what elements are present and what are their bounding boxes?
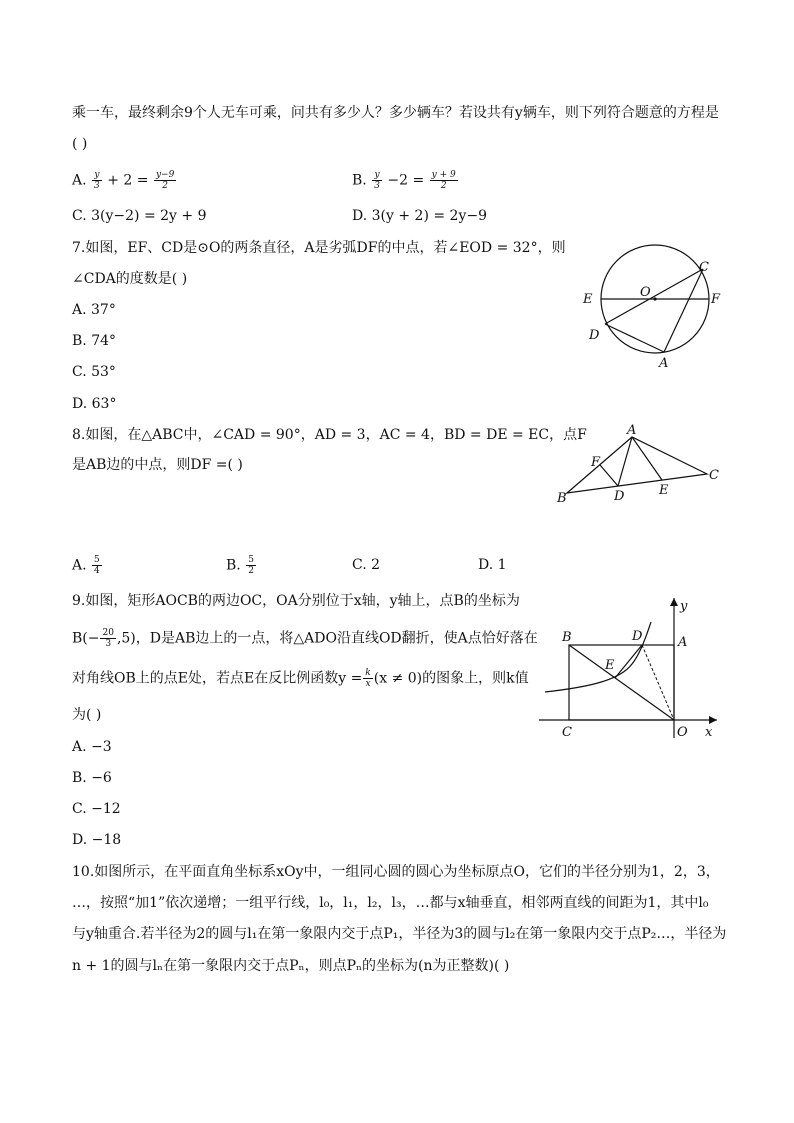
fig9-label-y: y (680, 599, 688, 614)
q9-coordinate-figure (535, 592, 725, 742)
q10-stem-line2: …，按照“加1”依次递增；一组平行线，l₀，l₁，l₂，l₃，…都与x轴垂直，相邻两直线的间距为1，其中l₀ (72, 895, 709, 911)
q7-option-d[interactable]: D. 63° (72, 396, 117, 412)
q8-stem-line1: 8.如图，在△ABC中，∠CAD = 90°，AD = 3，AC = 4，BD = DE = EC，点F (72, 427, 587, 443)
q9-stem-line1: 9.如图，矩形AOCB的两边OC，OA分别位于x轴，y轴上，点B的坐标为 (72, 593, 520, 609)
fig7-label-d: D (589, 328, 600, 343)
segment-ed (615, 645, 642, 678)
q6-stem-line1: 乘一车，最终剩余9个人无车可乘，问共有多少人？多少辆车？若设共有y辆车，则下列符合题意的方程是 (72, 105, 719, 121)
q7-option-c[interactable]: C. 53° (72, 364, 116, 380)
q8-option-c[interactable]: C. 2 (352, 557, 381, 573)
fig9-label-c: C (562, 725, 572, 740)
chord-ac (664, 269, 703, 352)
fig8-label-e: E (659, 483, 669, 498)
q9-stem-line3: 对角线OB上的点E处，若点E在反比例函数y = $\frac{k}{x}$ (x ≠ 0)的图象上，则k值 (72, 668, 529, 689)
q7-stem-line1: 7.如图，EF、CD是⊙O的两条直径，A是劣弧DF的中点，若∠EOD = 32°，则 (72, 240, 566, 256)
q9-stem-line2: B(− $\frac{20}{3}$ ,5)，D是AB边上的一点，将△ADO沿直线OD翻折，使A点恰好落在 (72, 628, 538, 649)
fig9-label-x: x (705, 725, 713, 740)
fig8-label-c: C (709, 468, 719, 483)
q8-triangle-figure (550, 420, 730, 510)
q9-option-b[interactable]: B. −6 (72, 770, 112, 786)
fig7-label-f: F (711, 292, 721, 307)
diameter-cd (605, 269, 703, 324)
triangle-abc (567, 437, 707, 493)
q7-option-a[interactable]: A. 37° (72, 302, 116, 318)
q7-option-b[interactable]: B. 74° (72, 333, 117, 349)
fig9-label-d: D (632, 629, 643, 644)
q6-stem-line2: ( ) (72, 136, 88, 152)
fig7-label-e: E (583, 292, 593, 307)
fig8-label-d: D (614, 489, 625, 504)
y-axis-arrow (670, 598, 678, 606)
fig7-label-o: O (640, 285, 651, 300)
q6-option-b[interactable]: B. $\frac{y}{3}$ −2 = $\frac{y + 9}{2}$ (352, 170, 456, 191)
fig7-label-a: A (659, 356, 669, 371)
fig8-label-f: F (591, 455, 601, 470)
center-point (653, 297, 656, 300)
fig9-label-a: A (678, 635, 688, 650)
fig8-label-a: A (627, 423, 637, 438)
fig7-label-c: C (699, 260, 709, 275)
segment-ae (632, 437, 662, 480)
q9-stem-line4: 为( ) (72, 707, 102, 723)
q8-option-a[interactable]: A. $\frac{5}{4}$ (72, 555, 100, 576)
q9-option-c[interactable]: C. −12 (72, 801, 121, 817)
q8-option-b[interactable]: B. $\frac{5}{2}$ (226, 555, 254, 576)
fig9-label-e: E (605, 658, 615, 673)
x-axis-arrow (709, 716, 717, 724)
chord-da (605, 324, 664, 352)
fig8-label-b: B (557, 491, 567, 506)
q8-option-d[interactable]: D. 1 (478, 557, 507, 573)
q6-option-c[interactable]: C. 3(y−2) = 2y + 9 (72, 208, 207, 224)
q9-option-a[interactable]: A. −3 (72, 739, 112, 755)
fig9-label-o: O (677, 725, 688, 740)
q7-stem-line2: ∠CDA的度数是( ) (72, 271, 188, 287)
segment-ad (618, 437, 632, 486)
q9-option-d[interactable]: D. −18 (72, 832, 122, 848)
q6-option-d[interactable]: D. 3(y + 2) = 2y−9 (352, 208, 487, 224)
q8-stem-line2: 是AB边的中点，则DF =( ) (72, 457, 243, 473)
q7-circle-figure (575, 235, 735, 375)
q6-option-a[interactable]: A. $\frac{y}{3}$ + 2 = $\frac{y-9}{2}$ (72, 170, 175, 191)
fig9-label-b: B (562, 630, 572, 645)
segment-fd (600, 465, 618, 486)
q10-stem-line1: 10.如图所示，在平面直角坐标系xOy中，一组同心圆的圆心为坐标原点O，它们的半径分别为1，2，3， (72, 864, 720, 880)
q10-stem-line3: 与y轴重合.若半径为2的圆与l₁在第一象限内交于点P₁，半径为3的圆与l₂在第一象限内交于点P₂…，半径为 (72, 926, 727, 942)
q10-stem-line4: n + 1的圆与lₙ在第一象限内交于点Pₙ，则点Pₙ的坐标为(n为正整数)( ) (72, 958, 510, 974)
